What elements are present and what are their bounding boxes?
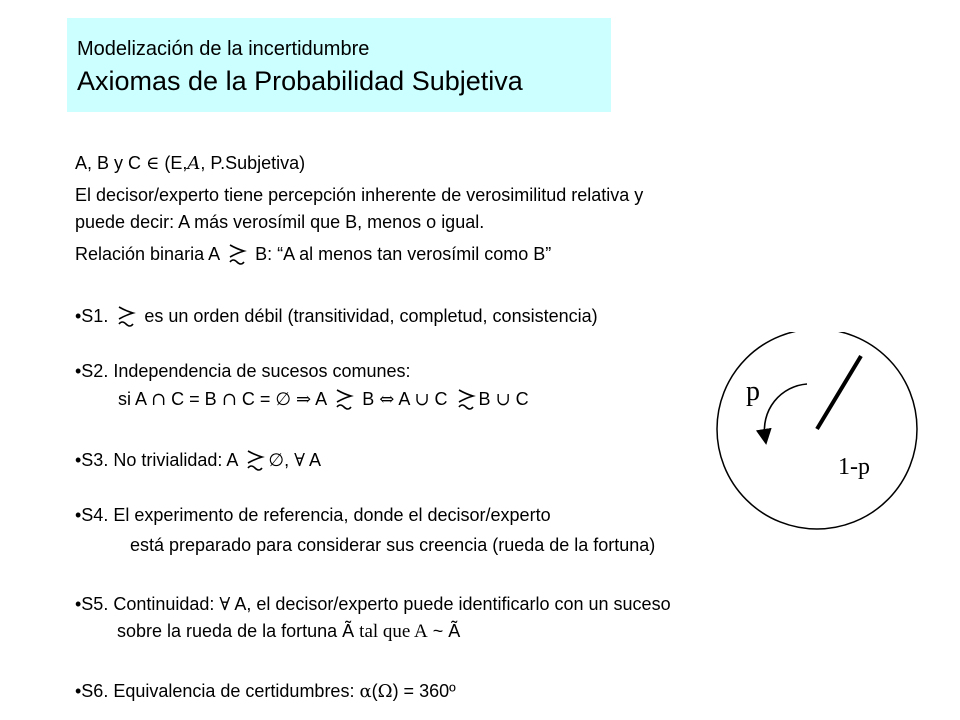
s1-text: es un orden débil (transitividad, completud, consistencia) bbox=[144, 306, 598, 326]
s3-comma: , bbox=[284, 450, 290, 470]
s2-part: B bbox=[478, 389, 491, 409]
succeq-icon bbox=[455, 387, 477, 413]
s6-prefix: •S6. Equivalencia de certidumbres: bbox=[75, 681, 355, 701]
union-symbol: ∪ bbox=[495, 389, 511, 410]
s3-prefix: •S3. No trivialidad: A bbox=[75, 450, 238, 470]
succeq-icon bbox=[115, 304, 137, 330]
succeq-icon bbox=[333, 387, 355, 413]
s2-part: B bbox=[362, 389, 375, 409]
s6-suffix: ) = 360º bbox=[392, 681, 456, 701]
intro-para-line-1: El decisor/experto tiene percepción inherente de verosimilitud relativa y bbox=[75, 185, 644, 205]
wheel-pointer bbox=[817, 356, 861, 429]
intro-sets-line bbox=[75, 152, 305, 175]
forall-symbol: ∀ bbox=[219, 594, 231, 615]
s1-prefix: •S1. bbox=[75, 306, 109, 326]
axiom-s5-line-2 bbox=[117, 620, 460, 643]
empty-set-symbol: ∅ bbox=[275, 389, 292, 410]
intro-para-line-2: puede decir: A más verosímil que B, menos o igual. bbox=[75, 212, 485, 232]
element-of-symbol: ∈ bbox=[146, 153, 160, 174]
title-box bbox=[67, 18, 611, 112]
empty-set-symbol: ∅ bbox=[268, 450, 285, 471]
s2-part: A bbox=[398, 389, 410, 409]
axiom-s3 bbox=[75, 448, 321, 474]
succ-icon bbox=[244, 448, 266, 474]
axiom-s1 bbox=[75, 304, 598, 330]
s2-part: si A bbox=[118, 389, 147, 409]
s2-part: A bbox=[315, 389, 327, 409]
succeq-icon bbox=[226, 242, 248, 268]
intersection-symbol: ∩ bbox=[221, 389, 237, 410]
page-title: Axiomas de la Probabilidad Subjetiva bbox=[77, 66, 523, 96]
axiom-s6 bbox=[75, 680, 456, 703]
axiom-s4-line-1: •S4. El experimento de referencia, donde el decisor/experto bbox=[75, 505, 551, 525]
axiom-s2-formula bbox=[118, 387, 529, 413]
wheel-label-1-p: 1-p bbox=[838, 454, 870, 480]
union-symbol: ∪ bbox=[414, 389, 430, 410]
s2-part: C = bbox=[241, 389, 271, 409]
iff-symbol: ⇔ bbox=[379, 389, 395, 410]
page-subtitle: Modelización de la incertidumbre bbox=[77, 38, 370, 60]
intro-sets: A, B y C bbox=[75, 153, 142, 173]
axiom-s4-line-2: está preparado para considerar sus creencia (rueda de la fortuna) bbox=[130, 535, 656, 555]
s5-line2-a: sobre la rueda de la fortuna Ã bbox=[117, 621, 355, 641]
relation-suffix: B: “A al menos tan verosímil como B” bbox=[255, 244, 552, 264]
alpha-symbol: α bbox=[359, 681, 372, 702]
s2-part: C bbox=[434, 389, 448, 409]
s5-prefix: •S5. Continuidad: bbox=[75, 594, 215, 614]
s5-line2-b: ~ Ã bbox=[432, 621, 461, 641]
s5-text: A, el decisor/experto puede identificarlo con un suceso bbox=[234, 594, 671, 614]
axiom-s5-line-1 bbox=[75, 593, 671, 616]
intro-paren-close: , P.Subjetiva) bbox=[200, 153, 306, 173]
probability-arc-arrow bbox=[764, 384, 807, 437]
implies-symbol: ⇒ bbox=[296, 389, 312, 410]
binary-relation-line bbox=[75, 242, 551, 268]
axiom-s2-title: •S2. Independencia de sucesos comunes: bbox=[75, 361, 411, 381]
s5-line2-serif: tal que A bbox=[359, 621, 428, 642]
omega-symbol: Ω bbox=[377, 681, 393, 702]
forall-symbol: ∀ bbox=[294, 450, 305, 471]
s6-paren: ( bbox=[371, 681, 378, 701]
wheel-label-p: p bbox=[746, 376, 760, 407]
wheel-circle bbox=[717, 332, 917, 529]
intro-paren-open: (E, bbox=[164, 153, 188, 173]
fortune-wheel-svg bbox=[710, 332, 930, 552]
fortune-wheel bbox=[710, 332, 930, 552]
s3-a: A bbox=[309, 450, 322, 470]
s2-part: C = B bbox=[171, 389, 217, 409]
intersection-symbol: ∩ bbox=[151, 389, 167, 410]
relation-prefix: Relación binaria A bbox=[75, 244, 220, 264]
s2-part: C bbox=[515, 389, 529, 409]
algebra-script-a: A bbox=[187, 153, 201, 174]
